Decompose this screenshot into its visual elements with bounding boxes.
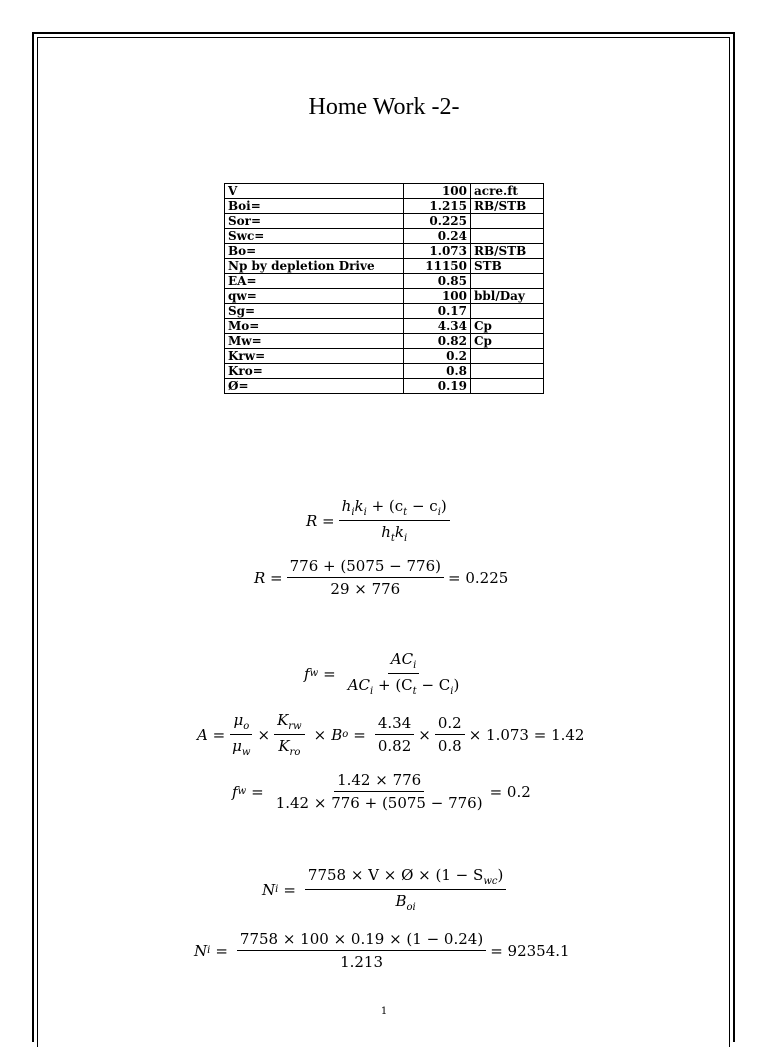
parameter-row — [225, 184, 544, 199]
eq2-fraction — [287, 557, 444, 598]
parameter-unit — [471, 304, 544, 319]
parameter-value: 100 — [404, 289, 471, 304]
parameter-unit — [471, 229, 544, 244]
parameter-unit: bbl/Day — [471, 289, 544, 304]
parameter-unit — [471, 214, 544, 229]
parameter-unit — [471, 349, 544, 364]
parameter-unit — [471, 379, 544, 394]
parameter-row — [225, 364, 544, 379]
eq1-numerator: $h_ik_i + (c_t - c_i)$ — [339, 497, 450, 521]
parameter-label: Ø= — [225, 379, 404, 394]
eq5-lhs: f — [232, 782, 238, 801]
equation-ni-general: N i = $\frac{7758 \times V \times Ø \times (1 - S_{wc})}{B_{oi}}$ — [262, 866, 510, 913]
parameter-label: Boi= — [225, 199, 404, 214]
parameter-value: 1.073 — [404, 244, 471, 259]
parameters-table — [224, 183, 544, 394]
eq7-result: = 92354.1 — [490, 941, 570, 960]
parameter-label: V — [225, 184, 404, 199]
eq4-permeability-values: $\frac{0.2}{0.8}$ — [435, 714, 465, 755]
eq1-lhs: R = — [306, 511, 335, 530]
eq4-permeability-ratio: $\frac{K_{rw}}{K_{ro}}$ — [274, 711, 305, 758]
parameter-value: 1.215 — [404, 199, 471, 214]
parameter-label: Sg= — [225, 304, 404, 319]
parameter-unit: Cp — [471, 334, 544, 349]
parameter-unit: acre.ft — [471, 184, 544, 199]
eq4-lhs: A = — [197, 725, 226, 744]
eq1-denominator: $h_tk_i$ — [381, 523, 408, 544]
parameter-label: qw= — [225, 289, 404, 304]
parameter-row — [225, 214, 544, 229]
parameter-value: 0.24 — [404, 229, 471, 244]
parameter-value: 0.19 — [404, 379, 471, 394]
parameter-row — [225, 229, 544, 244]
parameter-unit: Cp — [471, 319, 544, 334]
eq1-fraction — [339, 497, 450, 544]
equation-r-numeric — [254, 557, 508, 598]
eq3-denominator: $AC_i + (C_t - C_i)$ — [347, 676, 460, 697]
eq3-lhs: f — [304, 664, 310, 683]
eq7-lhs: N — [194, 941, 208, 960]
equation-fw-numeric: f w = $\frac{1.42 \times 776}{1.42 \times 776 + (5075 - 776)}$ = 0.2 — [232, 771, 531, 812]
eq6-fraction: $\frac{7758 \times V \times Ø \times (1 - S_{wc})}{B_{oi}}$ — [305, 866, 506, 913]
parameter-row — [225, 379, 544, 394]
eq2-denominator: 29 × 776 — [330, 580, 401, 598]
parameter-unit: RB/STB — [471, 199, 544, 214]
eq4-result: × 1.073 = 1.42 — [468, 725, 585, 744]
parameter-value: 4.34 — [404, 319, 471, 334]
parameter-value: 0.8 — [404, 364, 471, 379]
parameter-label: Bo= — [225, 244, 404, 259]
parameter-value: 11150 — [404, 259, 471, 274]
eq4-viscosity-values: $\frac{4.34}{0.82}$ — [375, 714, 414, 755]
parameter-unit — [471, 364, 544, 379]
parameter-row — [225, 319, 544, 334]
parameter-label: Mo= — [225, 319, 404, 334]
parameter-label: Kro= — [225, 364, 404, 379]
parameter-row — [225, 244, 544, 259]
parameter-label: EA= — [225, 274, 404, 289]
parameter-label: Np by depletion Drive — [225, 259, 404, 274]
parameter-value: 0.85 — [404, 274, 471, 289]
page-title: Home Work -2- — [308, 94, 460, 120]
equation-fw-general: f w = $\frac{AC_i}{AC_i + (C_t - C_i)}$ — [304, 650, 466, 697]
eq2-lhs: R = — [254, 568, 283, 587]
equation-a: A = $\frac{\mu_o}{\mu_w}$ × $\frac{K_{rw}}{K_{ro}}$ × B o = $\frac{4.34}{0.82}$ × $\frac{0.2}{0.8}$ × 1.073 = 1.42 — [197, 711, 585, 758]
parameter-row — [225, 259, 544, 274]
parameter-value: 0.225 — [404, 214, 471, 229]
parameter-row — [225, 274, 544, 289]
eq5-fraction: $\frac{1.42 \times 776}{1.42 \times 776 + (5075 - 776)}$ — [275, 771, 483, 812]
parameter-value: 100 — [404, 184, 471, 199]
parameter-value: 0.2 — [404, 349, 471, 364]
parameter-label: Krw= — [225, 349, 404, 364]
parameter-label: Swc= — [225, 229, 404, 244]
parameter-unit: RB/STB — [471, 244, 544, 259]
parameter-unit — [471, 274, 544, 289]
eq4-viscosity-ratio: $\frac{\mu_o}{\mu_w}$ — [232, 711, 251, 758]
eq7-fraction: $\frac{7758 \times 100 \times 0.19 \times (1 - 0.24)}{1.213}$ — [237, 930, 486, 971]
eq3-fraction — [345, 650, 463, 697]
parameter-label: Sor= — [225, 214, 404, 229]
eq2-result: = 0.225 — [448, 568, 509, 587]
equation-ni-numeric: N i = $\frac{7758 \times 100 \times 0.19 \times (1 - 0.24)}{1.213}$ = 92354.1 — [194, 930, 570, 971]
eq3-numerator: $AC_i$ — [388, 650, 420, 674]
eq2-numerator: 776 + (5075 − 776) — [287, 557, 444, 578]
parameter-row — [225, 304, 544, 319]
parameter-row — [225, 199, 544, 214]
parameter-value: 0.82 — [404, 334, 471, 349]
eq6-lhs: N — [262, 880, 276, 899]
eq5-result: = 0.2 — [489, 782, 531, 801]
parameter-value: 0.17 — [404, 304, 471, 319]
parameter-label: Mw= — [225, 334, 404, 349]
parameter-row — [225, 349, 544, 364]
parameter-row — [225, 334, 544, 349]
page-number: 1 — [380, 1006, 388, 1017]
equation-r-general — [306, 497, 454, 544]
parameter-unit: STB — [471, 259, 544, 274]
parameter-row — [225, 289, 544, 304]
